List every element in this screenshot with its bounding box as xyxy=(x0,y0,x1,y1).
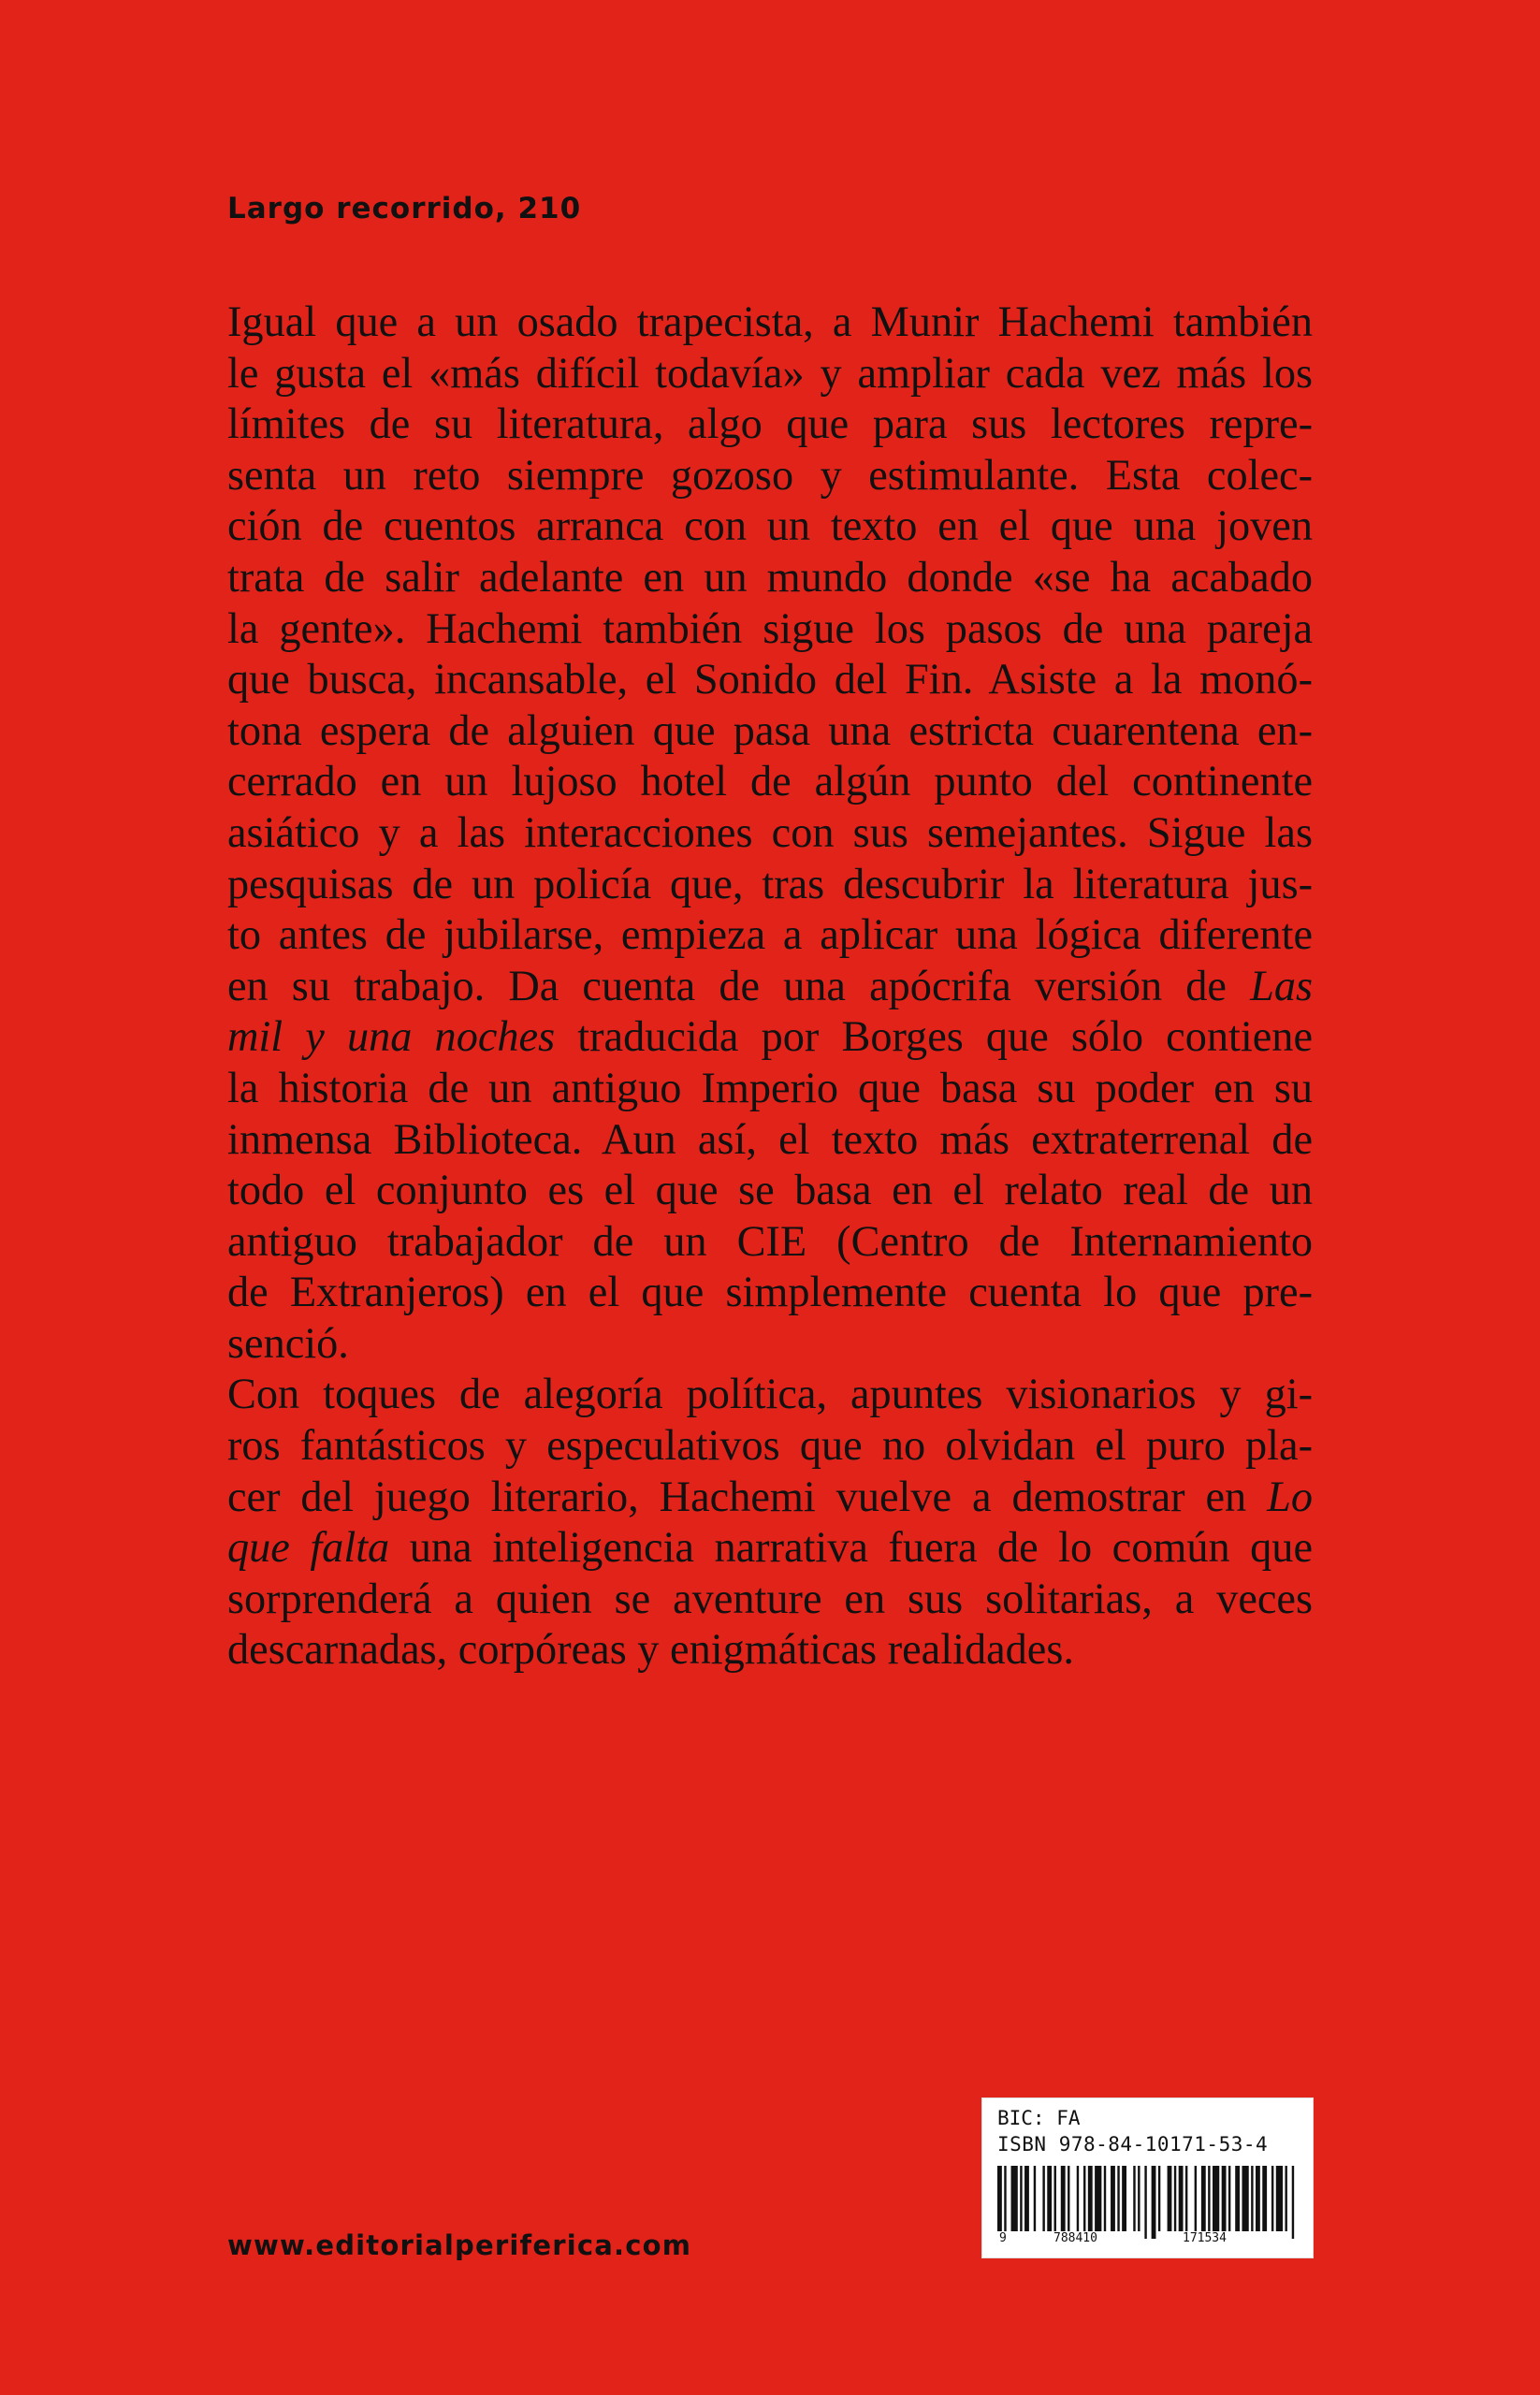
barcode-bar xyxy=(1168,2166,1172,2231)
blurb-line: ción de cuentos arranca con un texto en el que una joven xyxy=(227,502,1313,551)
blurb-line: Igual que a un osado trapecista, a Munir Hachemi también xyxy=(227,298,1313,346)
barcode-bar xyxy=(1256,2166,1260,2231)
blurb-text xyxy=(227,298,1313,1676)
blurb-line: tona espera de alguien que pasa una estricta cuarentena en- xyxy=(227,706,1313,755)
blurb-line: antiguo trabajador de un CIE (Centro de Internamiento xyxy=(227,1217,1313,1266)
isbn-number: ISBN 978-84-10171-53-4 xyxy=(997,2133,1269,2156)
barcode-bar xyxy=(1222,2166,1227,2231)
blurb-line: Con toques de alegoría política, apuntes visionarios y gi- xyxy=(227,1371,1313,1419)
barcode-bar xyxy=(1174,2166,1176,2231)
blurb-line xyxy=(227,1012,1313,1064)
barcode-bar xyxy=(1152,2166,1156,2239)
blurb-line: pesquisas de un policía que, tras descubrir la literatura jus- xyxy=(227,860,1313,908)
barcode-bar xyxy=(1271,2166,1273,2231)
blurb-line: límites de su literatura, algo que para sus lectores repre- xyxy=(227,400,1313,449)
blurb-line: senta un reto siempre gozoso y estimulante. Esta colec- xyxy=(227,451,1313,500)
barcode-bar xyxy=(1122,2166,1126,2231)
barcode-bar xyxy=(1047,2166,1052,2231)
blurb-line: sorprenderá a quien se aventure en sus solitarias, a veces xyxy=(227,1575,1313,1623)
blurb-line xyxy=(227,962,1313,1013)
book-title-italic: Lo xyxy=(1267,1473,1313,1521)
blurb-text-run: una inteligencia narrativa fuera de lo común que xyxy=(389,1524,1313,1573)
barcode-bar xyxy=(1228,2166,1230,2231)
barcode-bar xyxy=(1054,2166,1056,2231)
blurb-line: inmensa Biblioteca. Aun así, el texto más extraterrenal de xyxy=(227,1115,1313,1164)
barcode-bar xyxy=(1208,2166,1210,2231)
blurb-line: la gente». Hachemi también sigue los pasos de una pareja xyxy=(227,604,1313,653)
barcode-bar xyxy=(1179,2166,1184,2231)
blurb-text-run: traducida por Borges que sólo contiene xyxy=(555,1013,1313,1062)
barcode-bar xyxy=(1133,2166,1135,2231)
blurb-text-run: en su trabajo. Da cuenta de una apócrifa versión de xyxy=(227,962,1227,1010)
blurb-line: to antes de jubilarse, empieza a aplicar una lógica diferente xyxy=(227,911,1313,960)
barcode-bar xyxy=(1077,2166,1079,2231)
barcode-bar xyxy=(1185,2166,1187,2231)
barcode-bar xyxy=(1104,2166,1106,2231)
barcode-digit-group: 788410 xyxy=(1053,2231,1097,2245)
barcode-bar xyxy=(1292,2166,1294,2239)
barcode-bar xyxy=(1083,2166,1085,2231)
barcode-bar xyxy=(1195,2166,1197,2231)
barcode-bar xyxy=(1020,2166,1022,2231)
blurb-line: de Extranjeros) en el que simplemente cuenta lo que pre- xyxy=(227,1269,1313,1317)
blurb-line: trata de salir adelante en un mundo donde «se ha acabado xyxy=(227,553,1313,602)
barcode-bar xyxy=(1095,2166,1101,2231)
barcode-bar xyxy=(1034,2166,1036,2231)
barcode-bar xyxy=(1262,2166,1267,2231)
barcode-digit-first: 9 xyxy=(999,2231,1007,2245)
blurb-line: que busca, incansable, el Sonido del Fin. Asiste a la monó- xyxy=(227,656,1313,704)
barcode-bar xyxy=(1068,2166,1069,2231)
barcode-bar xyxy=(1235,2166,1240,2231)
barcode-bar xyxy=(1088,2166,1093,2231)
barcode-bar xyxy=(1042,2166,1044,2231)
blurb-line: ros fantásticos y especulativos que no olvidan el puro pla- xyxy=(227,1422,1313,1471)
barcode-bar xyxy=(1024,2166,1029,2231)
blurb-line xyxy=(227,1523,1313,1575)
barcode-digits xyxy=(997,2231,1299,2250)
barcode-bar xyxy=(1138,2166,1140,2231)
barcode-bar xyxy=(1201,2166,1206,2231)
barcode-bar xyxy=(1111,2166,1115,2231)
blurb-line: descarnadas, corpóreas y enigmáticas realidades. xyxy=(227,1626,1074,1675)
publisher-website: www.editorialperiferica.com xyxy=(227,2229,692,2261)
barcode-bar xyxy=(1242,2166,1248,2231)
blurb-line: asiático y a las interacciones con sus semejantes. Sigue las xyxy=(227,808,1313,857)
barcode-bar xyxy=(1276,2166,1283,2231)
barcode-label xyxy=(981,2097,1314,2258)
barcode-bar xyxy=(1117,2166,1119,2231)
barcode-bar xyxy=(1213,2166,1219,2231)
barcode-bar xyxy=(1144,2166,1146,2239)
series-label: Largo recorrido, 210 xyxy=(227,192,582,225)
barcode-bar xyxy=(1011,2166,1018,2231)
book-title-italic: Las xyxy=(1250,962,1314,1010)
barcode-bar xyxy=(1061,2166,1066,2231)
barcode-bar xyxy=(997,2166,1002,2239)
barcode-bars xyxy=(997,2166,1299,2239)
blurb-text-run: cer del juego literario, Hachemi vuelve a demostrar en xyxy=(227,1473,1247,1521)
bic-code: BIC: FA xyxy=(997,2107,1081,2129)
barcode-bar xyxy=(1285,2166,1286,2231)
barcode-bar xyxy=(1158,2166,1160,2231)
barcode-digit-group: 171534 xyxy=(1183,2231,1227,2245)
book-title-italic: que falta xyxy=(227,1524,390,1573)
blurb-line: todo el conjunto es el que se basa en el relato real de un xyxy=(227,1167,1313,1215)
blurb-line: le gusta el «más difícil todavía» y ampliar cada vez más los xyxy=(227,349,1313,398)
blurb-line: senció. xyxy=(227,1319,349,1368)
blurb-line: cerrado en un lujoso hotel de algún punto del continente xyxy=(227,758,1313,806)
barcode-bar xyxy=(1251,2166,1253,2231)
blurb-line xyxy=(227,1473,1313,1524)
blurb-line: la historia de un antiguo Imperio que basa su poder en su xyxy=(227,1064,1313,1112)
book-title-italic: mil y una noches xyxy=(227,1013,556,1062)
barcode-bar xyxy=(1004,2166,1006,2239)
